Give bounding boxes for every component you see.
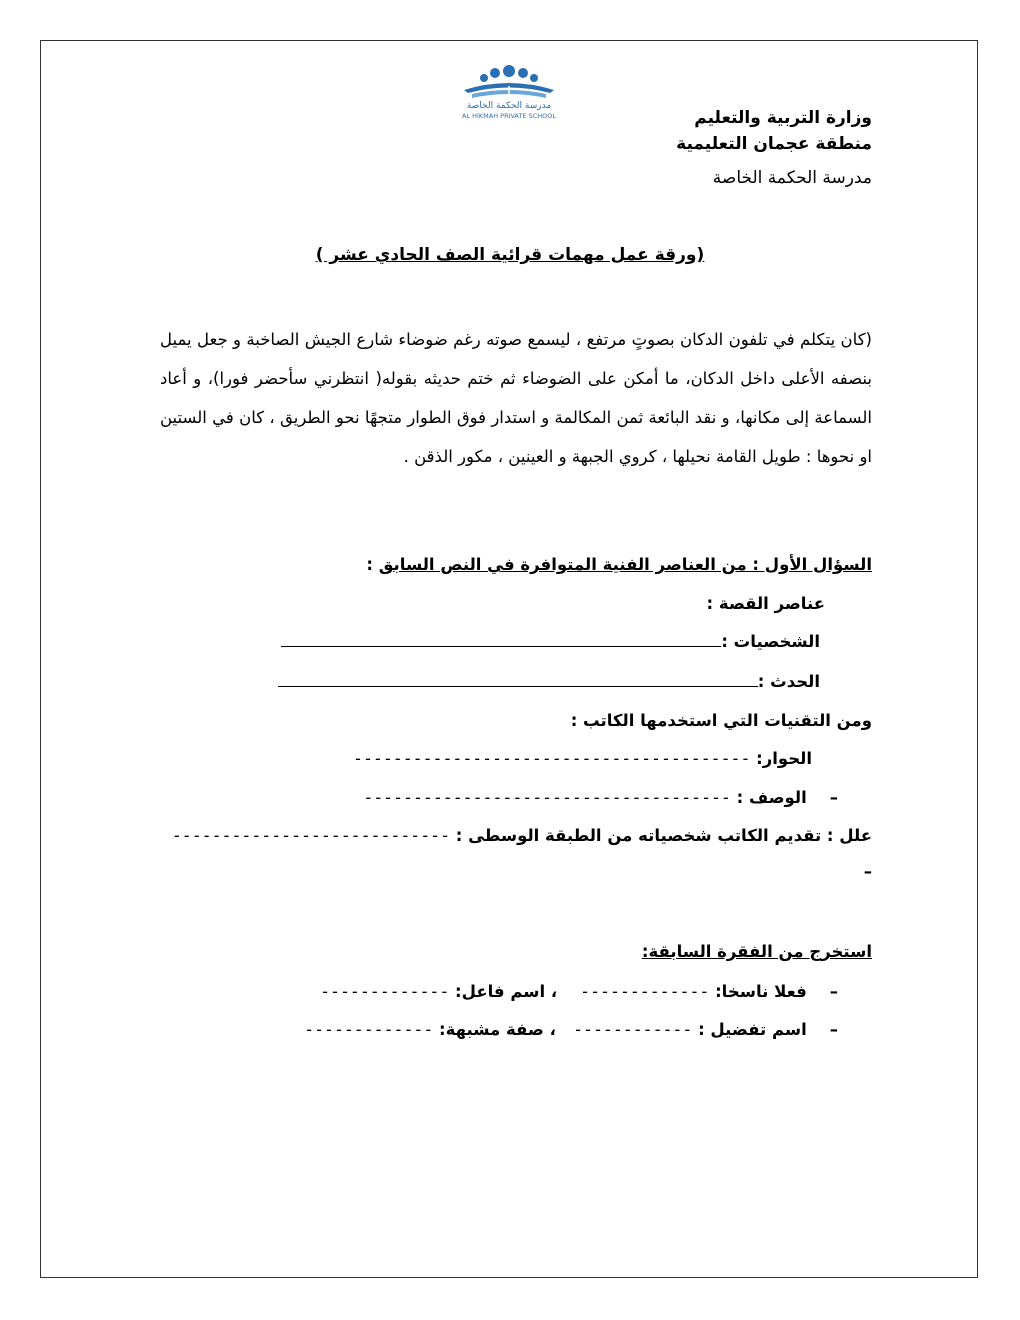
logo-arabic-name: مدرسة الحكمة الخاصة bbox=[466, 101, 552, 111]
active-participle-label: ، اسم فاعل: bbox=[455, 982, 558, 1001]
question-2-heading bbox=[642, 942, 872, 961]
question-1-heading bbox=[366, 555, 872, 574]
superlative-noun-answer[interactable]: ------------ bbox=[573, 1020, 693, 1039]
extract-row-2 bbox=[304, 1020, 838, 1039]
characters-answer-line[interactable] bbox=[281, 632, 721, 647]
description-row bbox=[363, 788, 838, 807]
justify-row bbox=[172, 826, 872, 845]
question-1-heading-suffix: : bbox=[366, 555, 379, 574]
active-participle-answer[interactable]: ------------- bbox=[320, 982, 450, 1001]
logo-english-name: AL HIKMAH PRIVATE SCHOOL bbox=[461, 112, 557, 120]
extract-row-2-bullet: – bbox=[829, 1020, 838, 1039]
adjective-label: ، صفة مشبهة: bbox=[439, 1020, 556, 1039]
description-label: الوصف : bbox=[736, 788, 807, 807]
justify-continuation: – bbox=[863, 862, 872, 881]
copula-verb-label: فعلا ناسخا: bbox=[715, 982, 807, 1001]
school-name: مدرسة الحكمة الخاصة bbox=[712, 168, 872, 188]
characters-row bbox=[281, 632, 820, 651]
question-1-heading-text: السؤال الأول : من العناصر الفنية المتوافرة في النص السابق bbox=[378, 555, 872, 574]
extract-row-1 bbox=[320, 982, 838, 1001]
justify-label: علل : تقديم الكاتب شخصياته من الطبقة الوسطى : bbox=[455, 826, 872, 845]
event-answer-line[interactable] bbox=[278, 672, 758, 687]
adjective-answer[interactable]: ------------- bbox=[304, 1020, 434, 1039]
extract-row-1-bullet: – bbox=[829, 982, 838, 1001]
event-label: الحدث : bbox=[757, 672, 820, 691]
education-zone: منطقة عجمان التعليمية bbox=[676, 134, 872, 154]
ministry-name: وزارة التربية والتعليم bbox=[694, 108, 872, 128]
description-bullet: – bbox=[829, 788, 838, 807]
reading-passage: (كان يتكلم في تلفون الدكان بصوتٍ مرتفع ، ليسمع صوته رغم ضوضاء شارع الجيش الصاخبة و جعل يميل بنصفه الأعلى داخل الدكان، ما أمكن على الضوضاء ثم ختم حديثه بقوله( انتظرني سأحضر فورا)، و أعاد السماعة إلى مكانها، و نقد البائعة ثمن المكالمة و استدار فوق الطوار متجهًا نحو الطريق ، كان في الستين او نحوها : طويل القامة نحيلها ، كروي الجبهة و العينين ، مكور الذقن . bbox=[160, 330, 872, 466]
story-elements-label: عناصر القصة : bbox=[706, 594, 825, 613]
justify-answer-dashes[interactable]: ---------------------------- bbox=[171, 826, 451, 845]
characters-label: الشخصيات : bbox=[721, 632, 820, 651]
techniques-label: ومن التقنيات التي استخدمها الكاتب : bbox=[570, 711, 872, 730]
dialogue-answer-dashes[interactable]: ---------------------------------------- bbox=[353, 749, 751, 768]
dialogue-label: الحوار: bbox=[756, 749, 812, 768]
page-border bbox=[40, 40, 978, 1278]
dialogue-row bbox=[353, 749, 812, 768]
worksheet-title: (ورقة عمل مهمات قرائية الصف الحادي عشر ) bbox=[315, 245, 705, 265]
copula-verb-answer[interactable]: ------------- bbox=[580, 982, 710, 1001]
superlative-noun-label: اسم تفضيل : bbox=[698, 1020, 807, 1039]
description-answer-dashes[interactable]: ------------------------------------- bbox=[363, 788, 731, 807]
event-row bbox=[278, 672, 820, 691]
question-2-heading-text: استخرج من الفقرة السابقة bbox=[648, 942, 872, 961]
school-logo bbox=[442, 62, 576, 122]
question-2-heading-suffix: : bbox=[641, 942, 649, 961]
